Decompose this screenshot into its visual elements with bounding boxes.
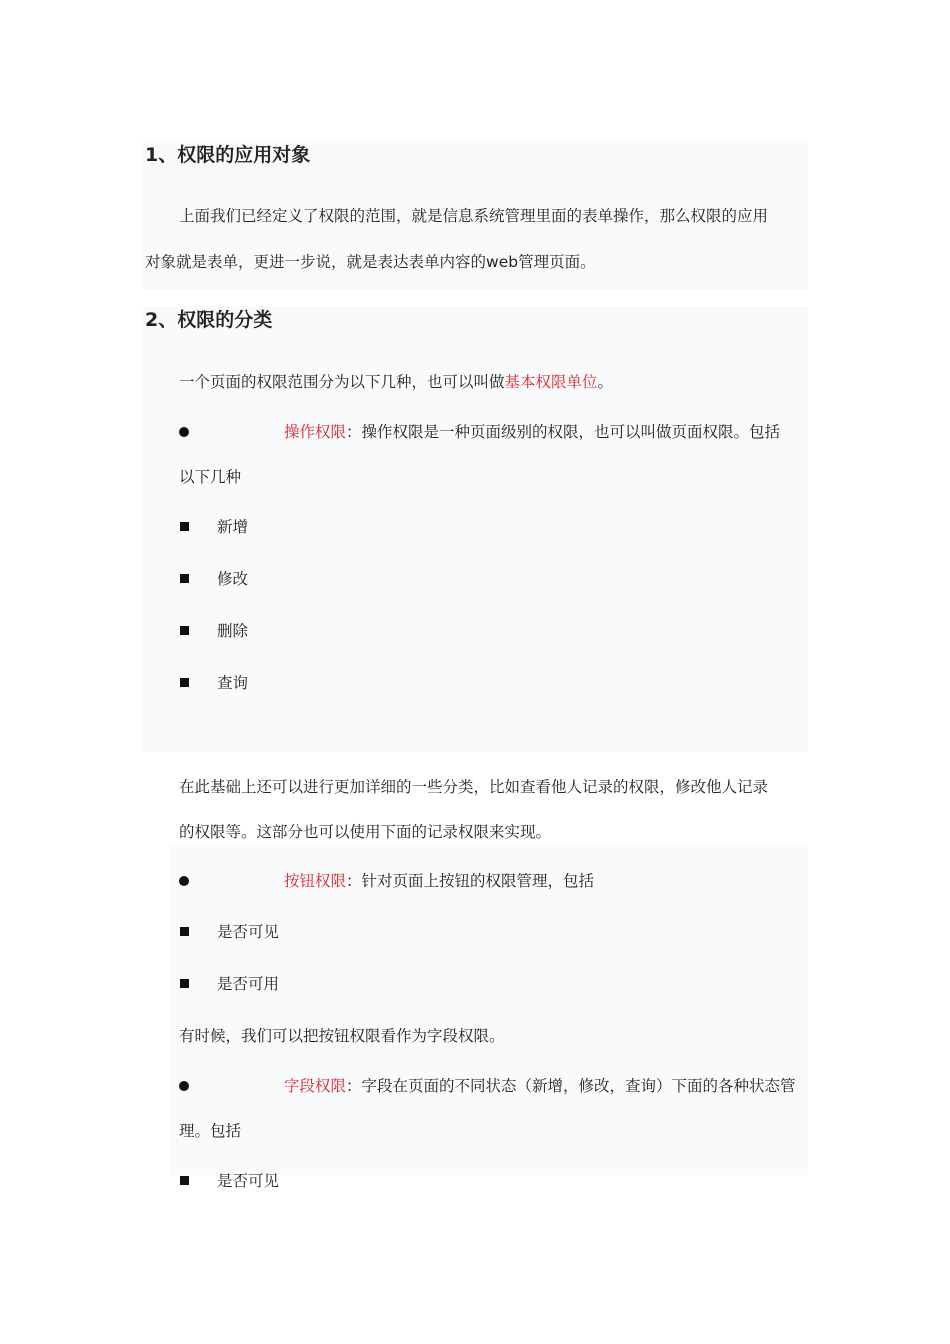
section-2-heading: 2、权限的分类 [145,309,273,331]
field-permission-term: 字段权限 [284,1077,347,1095]
basic-permission-unit-term: 基本权限单位 [504,373,598,391]
square-bullet-icon [180,927,189,936]
field-permission-line-1 [284,1075,796,1097]
para-line-2-end: 管理页面。 [518,253,596,271]
bullet-dot-icon [179,876,189,886]
bullet-dot-icon [179,1081,189,1091]
web-word: web [486,253,519,271]
shade-block-2 [143,306,808,490]
section-1-paragraph-line-1: 上面我们已经定义了权限的范围，就是信息系统管理里面的表单操作，那么权限的应用 [179,207,769,225]
shade-block-4 [170,845,808,1175]
button-item-visible: 是否可见 [217,923,280,941]
operation-permission-line-1 [284,421,780,443]
square-bullet-icon [180,626,189,635]
section-1-paragraph-line-2 [145,251,596,273]
operation-item-edit: 修改 [217,570,249,588]
bullet-dot-icon [179,427,189,437]
field-permission-desc: ：字段在页面的不同状态（新增，修改，查询）下面的各种状态管 [346,1077,796,1095]
operation-permission-line-2: 以下几种 [179,468,242,486]
operation-permission-desc: ：操作权限是一种页面级别的权限，也可以叫做页面权限。包括 [346,423,781,441]
section-2-intro [179,371,613,393]
square-bullet-icon [180,678,189,687]
para-line-2-start: 对象就是表单，更进一步说，就是表达表单内容的 [145,253,487,271]
square-bullet-icon [180,522,189,531]
sometimes-note: 有时候，我们可以把按钮权限看作为字段权限。 [179,1027,505,1045]
field-item-visible: 是否可见 [217,1172,280,1190]
detail-paragraph-line-2: 的权限等。这部分也可以使用下面的记录权限来实现。 [179,823,552,841]
operation-item-add: 新增 [217,518,249,536]
section-1-heading: 1、权限的应用对象 [145,144,311,166]
operation-item-query: 查询 [217,674,249,692]
button-permission-desc: ：针对页面上按钮的权限管理，包括 [346,872,595,890]
square-bullet-icon [180,574,189,583]
square-bullet-icon [180,979,189,988]
operation-item-delete: 删除 [217,622,249,640]
operation-permission-term: 操作权限 [284,423,347,441]
button-item-enabled: 是否可用 [217,975,280,993]
square-bullet-icon [180,1176,189,1185]
button-permission-term: 按钮权限 [284,872,347,890]
intro-prefix: 一个页面的权限范围分为以下几种，也可以叫做 [179,373,505,391]
detail-paragraph-line-1: 在此基础上还可以进行更加详细的一些分类，比如查看他人记录的权限，修改他人记录 [179,778,769,796]
button-permission-line [284,870,594,892]
intro-suffix: 。 [597,373,614,391]
field-permission-line-2: 理。包括 [179,1122,242,1140]
